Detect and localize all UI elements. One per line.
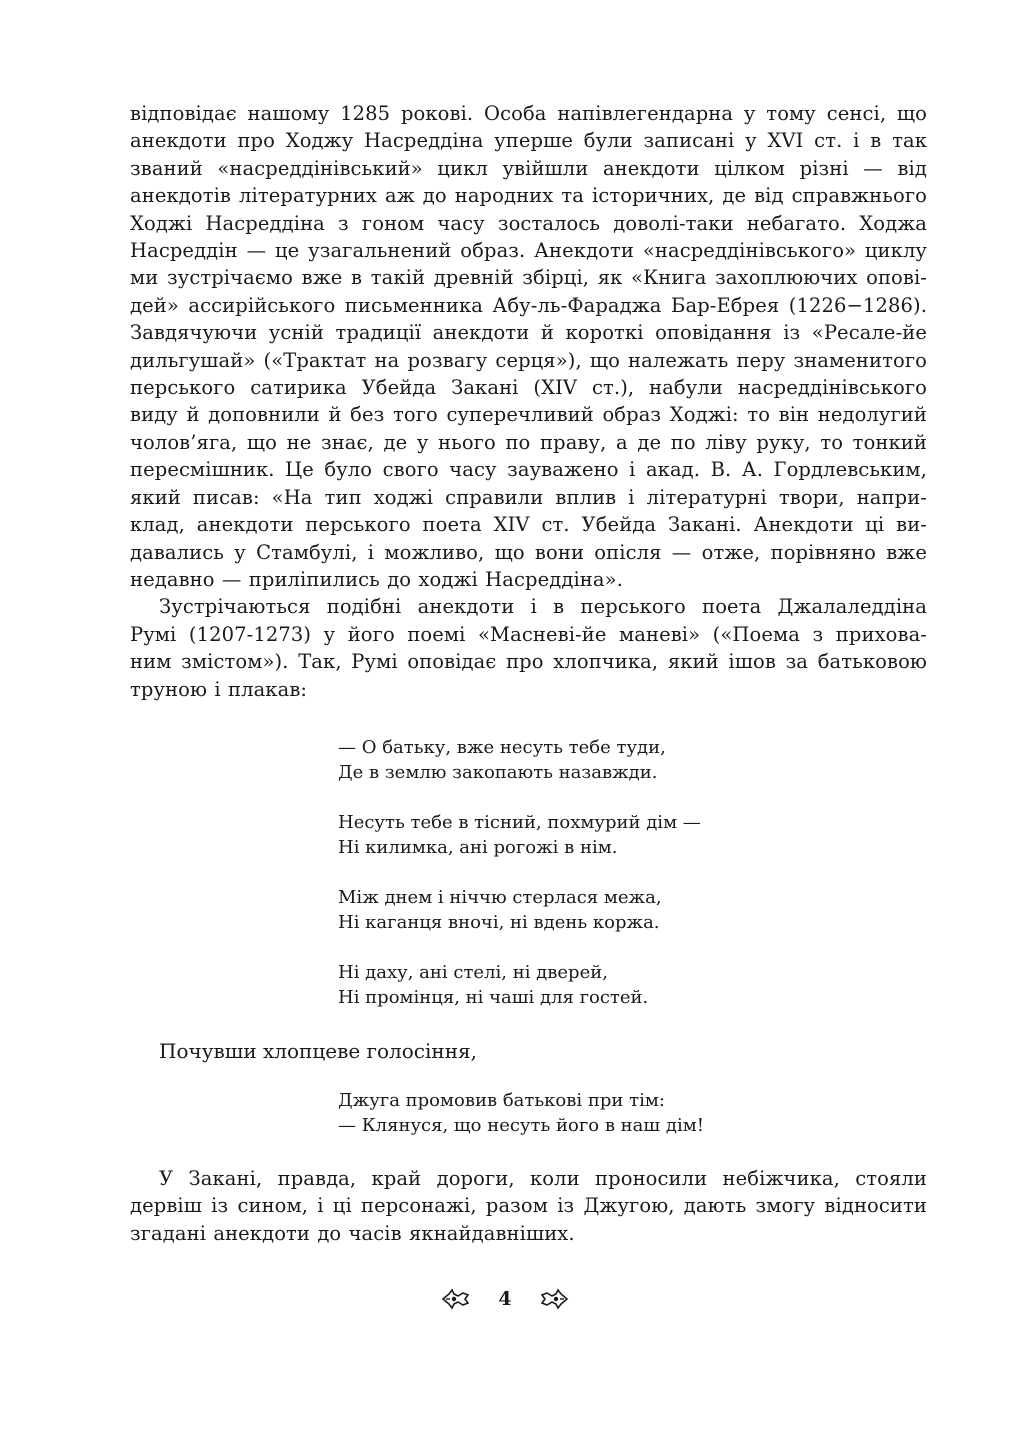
text-line: Зустрічаються подібні анекдоти і в перського поета Джалаледдіна — [159, 595, 927, 619]
text-line: ми зустрічаємо вже в такій древній збірці, як «Книга захоплюючих опові- — [130, 266, 927, 290]
text-line: Ходжі Насреддіна з гоном часу зосталось доволі-таки небагато. Ходжа — [130, 211, 927, 235]
text-line: анекдотів літературних аж до народних та історичних, де від справжнього — [130, 184, 927, 208]
verse-line: — Клянуся, що несуть його в наш дім! — [338, 1114, 704, 1136]
text-line: анекдоти про Ходжу Насреддіна уперше були записані у XVI ст. і в так — [130, 129, 927, 153]
text-line: недавно — приліпились до ходжі Насреддіна». — [130, 567, 623, 591]
verse-quote-2 — [338, 1088, 927, 1138]
page-footer — [0, 1283, 1010, 1315]
lead-line: Почувши хлопцеве голосіння, — [159, 1038, 478, 1063]
text-line: клад, анекдоти перського поета XIV ст. Убейда Закані. Анекдоти ці ви- — [130, 513, 927, 537]
verse-line: Де в землю закопають назавжди. — [338, 761, 658, 783]
verse-quote — [338, 735, 927, 1010]
verse-stanza — [338, 1088, 927, 1138]
text-line: згадані анекдоти до часів якнайдавніших. — [130, 1221, 575, 1245]
text-line: Насреддін — це узагальнений образ. Анекдоти «насреддінівського» циклу — [130, 239, 927, 263]
verse-line: Ні промінця, ні чаші для гостей. — [338, 986, 649, 1008]
verse-stanza — [338, 960, 927, 1010]
text-line: перського сатирика Убейда Закані (XIV ст.), набули насреддінівського — [130, 376, 927, 400]
text-line: труною і плакав: — [130, 677, 308, 701]
verse-line: — О батьку, вже несуть тебе туди, — [338, 736, 666, 758]
verse-line: Несуть тебе в тісний, похмурий дім — — [338, 811, 701, 833]
text-line: який писав: «На тип ходжі справили вплив і літературні твори, напри- — [130, 485, 927, 509]
text-line: Завдячуючи усній традиції анекдоти й короткі оповідання із «Ресале-йе — [130, 321, 927, 345]
verse-stanza — [338, 735, 927, 785]
text-line: чолов’яга, що не знає, де у нього по праву, а де по ліву руку, то тонкий — [130, 430, 927, 454]
text-line: дервіш із сином, і ці персонажі, разом із Джугою, дають змогу відносити — [130, 1194, 927, 1218]
text-line: ним змістом»). Так, Румі оповідає про хлопчика, який ішов за батьковою — [130, 650, 927, 674]
paragraph-2 — [130, 593, 927, 703]
text-line: званий «насреддінівський» цикл увійшли анекдоти цілком різні — від — [130, 156, 927, 180]
verse-line: Джуга промовив батькові при тім: — [338, 1089, 665, 1111]
text-line: виду й доповнили й без того суперечливий образ Ходжі: то він недолугий — [130, 403, 927, 427]
verse-stanza — [338, 810, 927, 860]
text-line: пересмішник. Це було свого часу зауважено і акад. В. А. Гордлевським, — [130, 458, 927, 482]
page-body — [130, 100, 927, 1247]
text-line: давались у Стамбулі, і можливо, що вони опісля — отже, порівняно вже — [130, 540, 927, 564]
text-line: дей» ассирійського письменника Абу-ль-Фараджа Бар-Ебрея (1226−1286). — [130, 293, 927, 317]
text-line: відповідає нашому 1285 рокові. Особа напівлегендарна у тому сенсі, що — [130, 102, 927, 125]
text-line: У Закані, правда, край дороги, коли проносили небіжчика, стояли — [159, 1166, 927, 1190]
text-line: Румі (1207-1273) у його поемі «Масневі-йе маневі» («Поема з прихова- — [130, 622, 927, 646]
paragraph-1 — [130, 100, 927, 593]
verse-line: Ні каганця вночі, ні вдень коржа. — [338, 911, 660, 933]
page-number: 4 — [498, 1288, 512, 1310]
ornament-right-icon — [539, 1287, 569, 1311]
verse-stanza — [338, 885, 927, 935]
verse-line: Ні даху, ані стелі, ні дверей, — [338, 961, 608, 983]
verse-line: Ні килимка, ані рогожі в нім. — [338, 836, 618, 858]
text-line: дильгушай» («Трактат на розвагу серця»), що належать перу знаменитого — [130, 348, 927, 372]
ornament-left-icon — [441, 1287, 471, 1311]
verse-line: Між днем і ніччю стерлася межа, — [338, 886, 662, 908]
paragraph-3 — [130, 1165, 927, 1247]
